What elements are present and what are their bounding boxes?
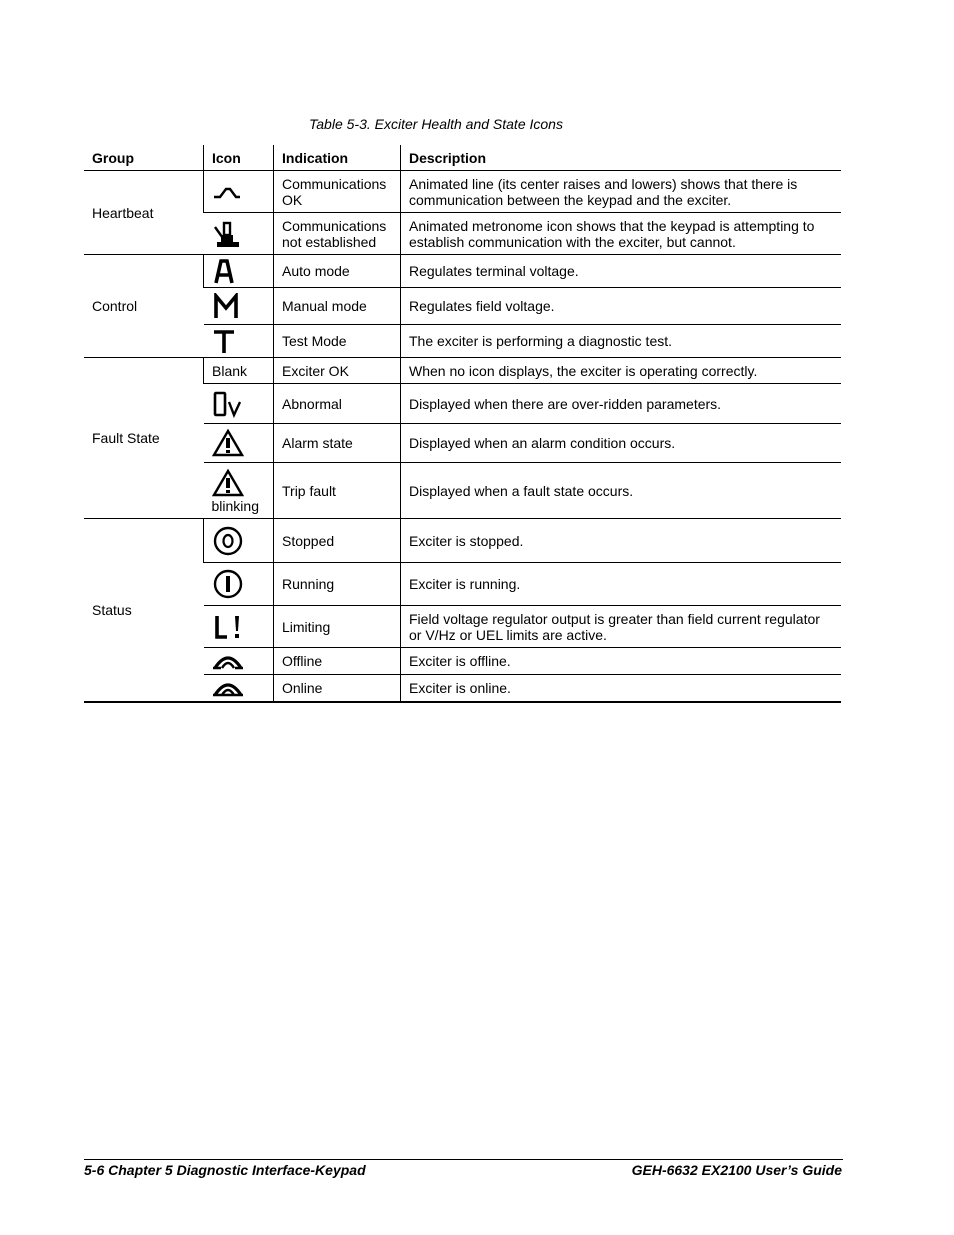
indication-cell: Running (274, 563, 401, 606)
description-cell: The exciter is performing a diagnostic test. (401, 325, 842, 358)
header-icon: Icon (204, 145, 274, 171)
ov-icon (212, 390, 244, 418)
icon-cell (204, 288, 274, 325)
indication-cell: Communications OK (274, 171, 401, 213)
description-cell: Exciter is running. (401, 563, 842, 606)
description-cell: Displayed when a fault state occurs. (401, 463, 842, 519)
letter-m-icon (212, 293, 240, 319)
description-cell: Regulates field voltage. (401, 288, 842, 325)
description-cell: Regulates terminal voltage. (401, 255, 842, 288)
description-cell: Displayed when there are over-ridden parameters. (401, 384, 842, 424)
indication-cell: Online (274, 675, 401, 702)
warning-triangle-icon (212, 428, 244, 458)
icon-cell (204, 606, 274, 648)
indication-cell: Exciter OK (274, 358, 401, 384)
icon-cell (204, 171, 274, 213)
icon-cell (204, 675, 274, 702)
description-cell: When no icon displays, the exciter is operating correctly. (401, 358, 842, 384)
limit-icon (212, 613, 244, 641)
icon-cell (204, 384, 274, 424)
table-row (84, 255, 841, 288)
group-status: Status (84, 519, 204, 702)
header-group: Group (84, 145, 204, 171)
indication-cell: Abnormal (274, 384, 401, 424)
running-circle-icon (212, 568, 244, 600)
icon-cell (204, 463, 274, 519)
description-cell: Animated line (its center raises and lowers) shows that there is communication between the keypad and the exciter. (401, 171, 842, 213)
table-row (84, 171, 841, 213)
icon-cell (204, 519, 274, 563)
description-cell: Exciter is stopped. (401, 519, 842, 563)
header-indication: Indication (274, 145, 401, 171)
group-control: Control (84, 255, 204, 358)
indication-cell: Trip fault (274, 463, 401, 519)
indication-cell: Offline (274, 648, 401, 675)
description-cell: Exciter is offline. (401, 648, 842, 675)
letter-a-icon (212, 258, 236, 284)
icon-cell (204, 648, 274, 675)
heartbeat-line-icon (212, 184, 242, 200)
stopped-circle-icon (212, 525, 244, 557)
description-cell: Field voltage regulator output is greater than field current regulator or V/Hz or UEL limits are active. (401, 606, 842, 648)
icon-cell (204, 424, 274, 463)
icons-table (84, 145, 841, 703)
icon-cell (204, 325, 274, 358)
offline-arc-icon (212, 652, 244, 670)
group-fault-state: Fault State (84, 358, 204, 519)
group-heartbeat: Heartbeat (84, 171, 204, 255)
metronome-icon (212, 219, 242, 249)
indication-cell: Test Mode (274, 325, 401, 358)
footer-left: 5-6 Chapter 5 Diagnostic Interface-Keypad (84, 1162, 366, 1178)
blinking-label: blinking (211, 497, 259, 514)
icon-cell (204, 255, 274, 288)
description-cell: Exciter is online. (401, 675, 842, 702)
indication-cell: Auto mode (274, 255, 401, 288)
description-cell: Displayed when an alarm condition occurs. (401, 424, 842, 463)
indication-cell: Alarm state (274, 424, 401, 463)
letter-t-icon (212, 328, 236, 354)
footer-right: GEH-6632 EX2100 User’s Guide (631, 1162, 842, 1178)
indication-cell: Stopped (274, 519, 401, 563)
warning-triangle-icon (212, 468, 244, 498)
header-description: Description (401, 145, 842, 171)
table-header-row (84, 145, 841, 171)
icon-cell (204, 213, 274, 255)
icon-text-cell: Blank (204, 358, 274, 384)
footer-rule (84, 1159, 843, 1160)
table-row (84, 358, 841, 384)
icon-cell (204, 563, 274, 606)
indication-cell: Communications not established (274, 213, 401, 255)
online-arc-icon (212, 679, 244, 697)
table-row (84, 519, 841, 563)
indication-cell: Manual mode (274, 288, 401, 325)
description-cell: Animated metronome icon shows that the keypad is attempting to establish communication with the exciter, but cannot. (401, 213, 842, 255)
indication-cell: Limiting (274, 606, 401, 648)
